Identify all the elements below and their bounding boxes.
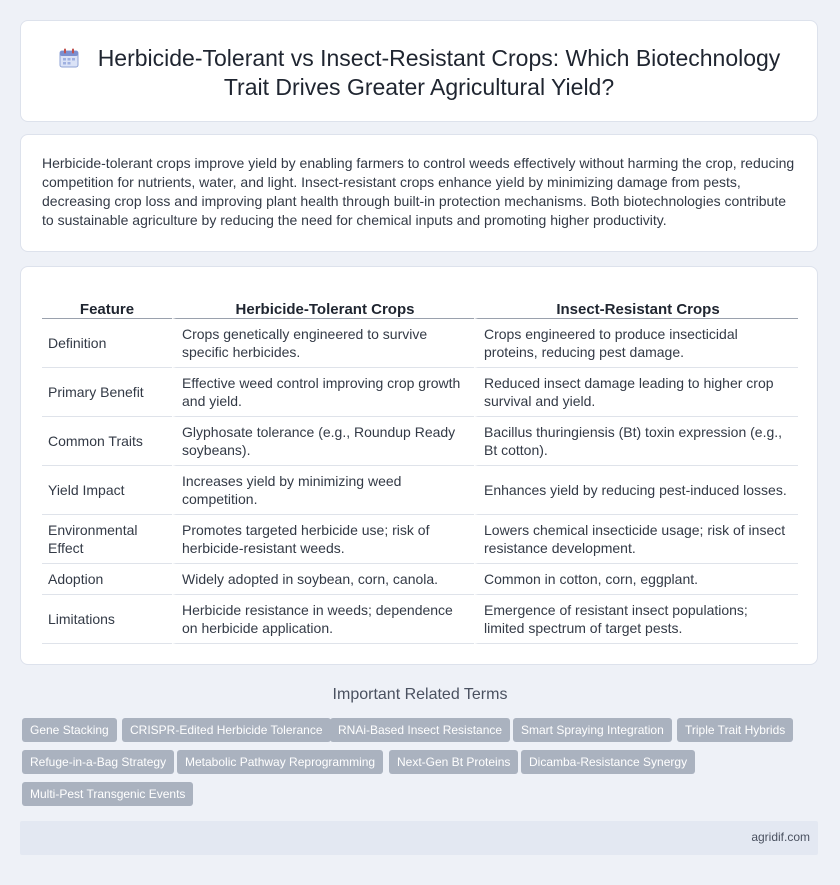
related-terms-title: Important Related Terms (332, 686, 508, 703)
row-feature: Limitations (42, 595, 172, 644)
table-row (42, 417, 798, 466)
row-herbicide-cell: Glyphosate tolerance (e.g., Roundup Ready soybeans). (172, 417, 474, 466)
tag-refuge-in-a-bag[interactable]: Refuge-in-a-Bag Strategy (22, 750, 174, 774)
intro-paragraph: Herbicide-tolerant crops improve yield by enabling farmers to control weeds effectively without harming the crop, reducing competition for nutrients, water, and light. Insect-resistant crops enhance yield by minimizing damage from pests, decreasing crop loss and improving plant health through built-in protection mechanisms. Both biotechnologies contribute to sustainable agriculture by reducing the need for chemical inputs and promoting higher productivity. (42, 155, 795, 228)
row-feature: Definition (42, 319, 172, 368)
row-herbicide-cell: Promotes targeted herbicide use; risk of herbicide-resistant weeds. (172, 515, 474, 564)
tag-metabolic-pathway[interactable]: Metabolic Pathway Reprogramming (177, 750, 383, 774)
table-row (42, 595, 798, 644)
header-herbicide-tolerant: Herbicide-Tolerant Crops (172, 292, 474, 319)
table-row (42, 564, 798, 595)
row-insect-cell: Enhances yield by reducing pest-induced losses. (474, 466, 798, 515)
row-insect-cell: Lowers chemical insecticide usage; risk of insect resistance development. (474, 515, 798, 564)
page-title-text: Herbicide-Tolerant vs Insect-Resistant Crops: Which Biotechnology Trait Drives Greater Agricultural Yield? (97, 45, 781, 100)
row-insect-cell: Common in cotton, corn, eggplant. (474, 564, 798, 595)
tag-triple-trait-hybrids[interactable]: Triple Trait Hybrids (677, 718, 793, 742)
row-insect-cell: Emergence of resistant insect populations; limited spectrum of target pests. (474, 595, 798, 644)
row-feature: Yield Impact (42, 466, 172, 515)
comparison-table (42, 292, 798, 644)
calendar-icon (58, 47, 80, 69)
row-herbicide-cell: Widely adopted in soybean, corn, canola. (172, 564, 474, 595)
comparison-card (20, 266, 818, 665)
tag-dicamba-resistance[interactable]: Dicamba-Resistance Synergy (521, 750, 695, 774)
row-feature: Common Traits (42, 417, 172, 466)
row-feature: Adoption (42, 564, 172, 595)
table-row (42, 466, 798, 515)
tag-smart-spraying[interactable]: Smart Spraying Integration (513, 718, 672, 742)
row-herbicide-cell: Effective weed control improving crop growth and yield. (172, 368, 474, 417)
title-card (20, 20, 818, 122)
table-row (42, 368, 798, 417)
row-insect-cell: Crops engineered to produce insecticidal proteins, reducing pest damage. (474, 319, 798, 368)
row-feature: Primary Benefit (42, 368, 172, 417)
tag-multi-pest-transgenic[interactable]: Multi-Pest Transgenic Events (22, 782, 193, 806)
row-herbicide-cell: Herbicide resistance in weeds; dependence on herbicide application. (172, 595, 474, 644)
row-herbicide-cell: Crops genetically engineered to survive specific herbicides. (172, 319, 474, 368)
table-row (42, 319, 798, 368)
tag-gene-stacking[interactable]: Gene Stacking (22, 718, 117, 742)
page-title (21, 21, 817, 102)
tag-rnai-insect-resistance[interactable]: RNAi-Based Insect Resistance (330, 718, 510, 742)
row-herbicide-cell: Increases yield by minimizing weed competition. (172, 466, 474, 515)
header-insect-resistant: Insect-Resistant Crops (474, 292, 798, 319)
tag-crispr-herbicide-tolerance[interactable]: CRISPR-Edited Herbicide Tolerance (122, 718, 331, 742)
table-row (42, 515, 798, 564)
intro-card (20, 134, 818, 252)
tag-next-gen-bt[interactable]: Next-Gen Bt Proteins (389, 750, 518, 774)
row-feature: Environmental Effect (42, 515, 172, 564)
row-insect-cell: Bacillus thuringiensis (Bt) toxin expression (e.g., Bt cotton). (474, 417, 798, 466)
footer-site-link[interactable]: agridif.com (751, 830, 810, 844)
footer (20, 821, 818, 855)
row-insect-cell: Reduced insect damage leading to higher crop survival and yield. (474, 368, 798, 417)
table-header-row (42, 292, 798, 319)
header-feature: Feature (42, 292, 172, 319)
